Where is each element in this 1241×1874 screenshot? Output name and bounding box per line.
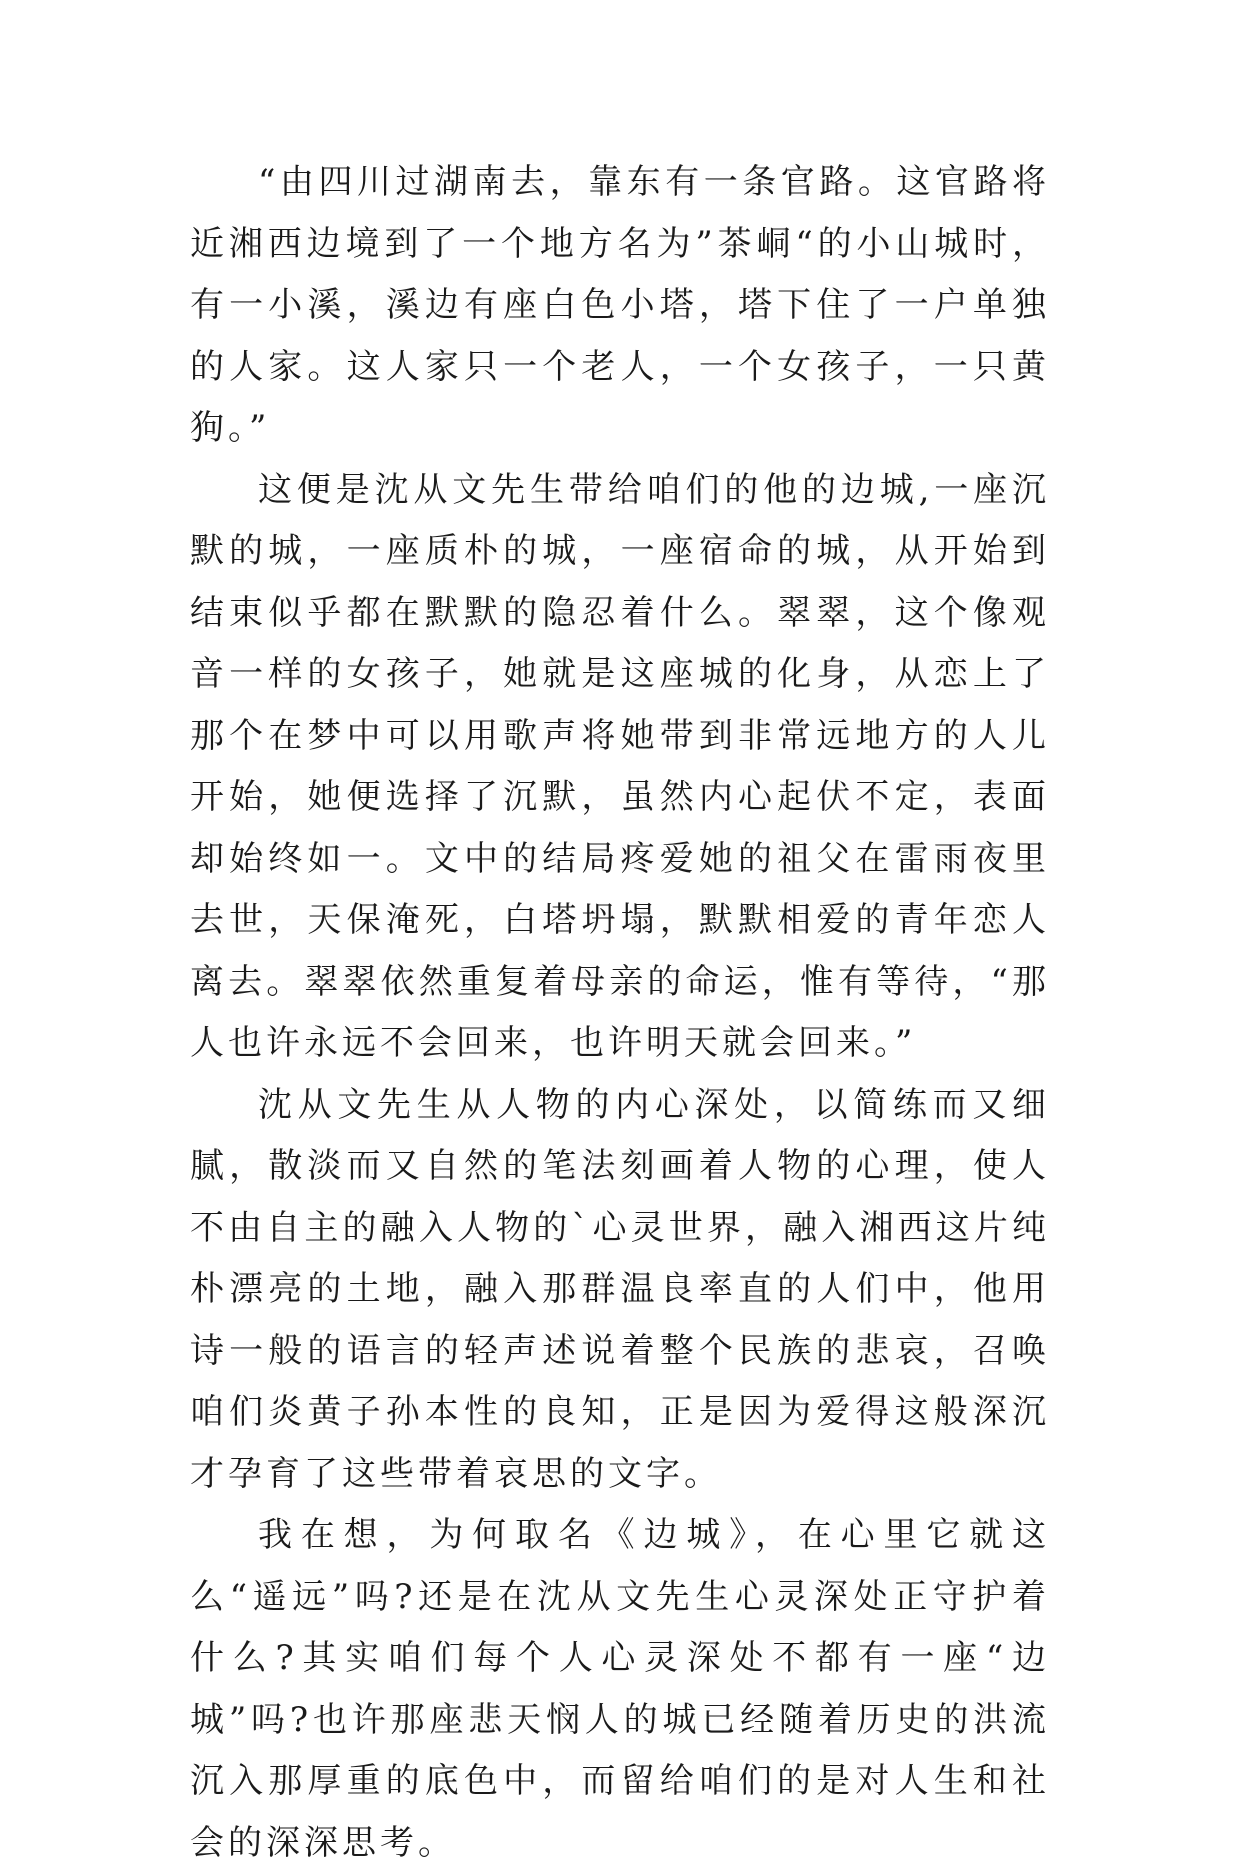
document-body — [190, 152, 1050, 1874]
paragraph-1: “由四川过湖南去，靠东有一条官路。这官路将近湘西边境到了一个地方名为”茶峒“的小山城时，有一小溪，溪边有座白色小塔，塔下住了一户单独的人家。这人家只一个老人，一个女孩子，一只黄狗。” — [190, 162, 1050, 448]
paragraph-2: 这便是沈从文先生带给咱们的他的边城,一座沉默的城，一座质朴的城，一座宿命的城，从开始到结束似乎都在默默的隐忍着什么。翠翠，这个像观音一样的女孩子，她就是这座城的化身，从恋上了那个在梦中可以用歌声将她带到非常远地方的人儿开始，她便选择了沉默，虽然内心起伏不定，表面却始终如一。文中的结局疼爱她的祖父在雷雨夜里去世，天保淹死，白塔坍塌，默默相爱的青年恋人离去。翠翠依然重复着母亲的命运，惟有等待，“那人也许永远不会回来，也许明天就会回来。” — [190, 469, 1050, 1063]
paragraph-3: 沈从文先生从人物的内心深处，以简练而又细腻，散淡而又自然的笔法刻画着人物的心理，使人不由自主的融入人物的`心灵世界，融入湘西这片纯朴漂亮的土地，融入那群温良率直的人们中，他用诗一般的语言的轻声述说着整个民族的悲哀，召唤咱们炎黄子孙本性的良知，正是因为爱得这般深沉才孕育了这些带着哀思的文字。 — [190, 1084, 1050, 1494]
paragraph-4: 我在想，为何取名《边城》，在心里它就这么“遥远”吗?还是在沈从文先生心灵深处正守护着什么?其实咱们每个人心灵深处不都有一座“边城”吗?也许那座悲天悯人的城已经随着历史的洪流沉入那厚重的底色中，而留给咱们的是对人生和社会的深深思考。 — [190, 1515, 1050, 1863]
